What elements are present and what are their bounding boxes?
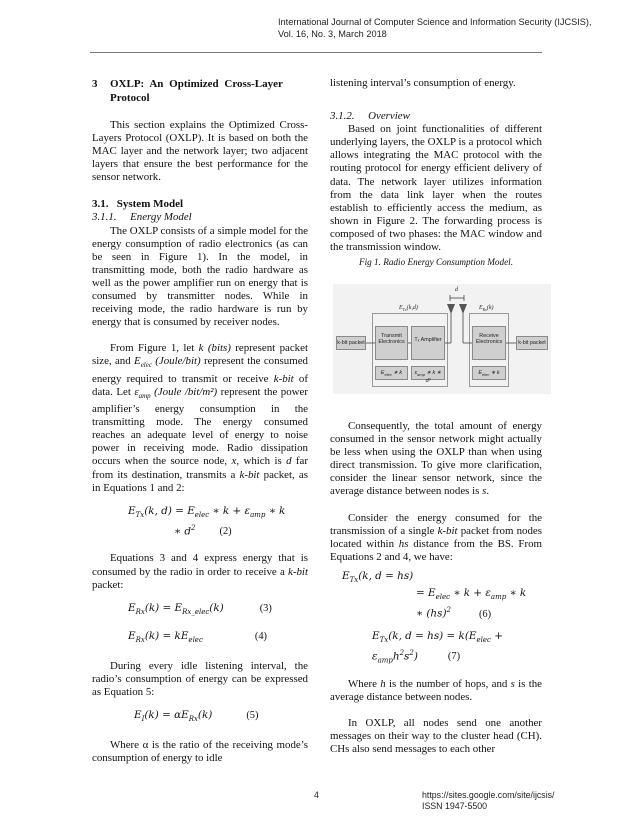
equation-7-line2 — [372, 647, 584, 668]
sym: E — [372, 629, 380, 642]
section-heading — [92, 77, 308, 105]
spacer — [92, 329, 308, 342]
text: packet: — [92, 578, 124, 591]
sym-sub: amp — [377, 656, 393, 665]
equation-number: (7) — [447, 651, 461, 663]
fig-label: Electronics — [378, 339, 405, 346]
alpha-paragraph: Where α is the ratio of the receiving mode’s consumption of energy to idle — [92, 738, 308, 764]
fig-label: ∗ k ∗ d² — [424, 370, 442, 385]
spacer — [92, 105, 308, 119]
fig-label: Tₓ Amplifier — [414, 337, 442, 343]
intro-paragraph: This section explains the Optimized Cross-Layers Protocol (OXLP). It is based on both the MAC layer and the network layer; two adjacent layers that ensure the best performance for the sensor network. — [92, 119, 308, 184]
equation-number: (5) — [246, 710, 259, 722]
sym-sub: amp — [138, 391, 151, 400]
text: packet from nodes located within — [330, 524, 542, 550]
sym-sub: Tx — [135, 510, 145, 519]
total-energy-paragraph — [330, 420, 542, 499]
spacer — [92, 495, 308, 505]
sym: E — [128, 629, 136, 642]
antenna-tx-icon — [447, 304, 455, 314]
sym: (k, d = hs) — [358, 569, 414, 582]
sym: E — [128, 601, 136, 614]
equation-number: (3) — [259, 602, 272, 614]
equation-7 — [372, 630, 584, 647]
sym-sub: Rx — [135, 635, 145, 644]
sym: = E — [416, 587, 436, 600]
sym: E — [134, 709, 142, 722]
fig-label: ∗ k — [391, 370, 403, 376]
fig-label: E — [399, 305, 403, 311]
spacer — [330, 704, 542, 717]
sym-sub: elec — [140, 361, 152, 370]
right-column-lower — [330, 420, 542, 756]
fig-label-sub: elec — [482, 372, 490, 378]
text: represent packet size, and — [92, 342, 308, 368]
var-s: s — [482, 485, 487, 498]
fig-label: E — [479, 305, 483, 311]
equation-number: (4) — [254, 630, 267, 642]
text: Consequently, the total amount of energy consumed in the sensor network might actually be less when using the OXLP than when using direct transmission. To give more clarification, consider the linear sensor network, since the average distance between nodes is — [330, 420, 542, 498]
sym: (k) = E — [144, 601, 183, 614]
figure1-description-paragraph — [92, 342, 308, 494]
var-kbit: k-bit — [437, 524, 458, 537]
var-k-bits: k (bits) — [198, 342, 231, 355]
spacer — [92, 727, 308, 739]
sym-sub: I — [141, 715, 145, 724]
sym-sub: elec — [476, 635, 491, 644]
unit-joule-bit-m2: (Joule /bit/m²) — [150, 385, 218, 398]
fig-label: (k,d) — [406, 305, 418, 311]
sym: ε — [372, 650, 378, 663]
spacer — [92, 699, 308, 709]
journal-header — [278, 16, 618, 40]
var-d: d — [286, 455, 292, 468]
fig-label: ∗ k — [489, 370, 500, 376]
var-eelec — [134, 355, 152, 370]
fig-label-sub: Tx — [402, 307, 407, 313]
subsection-heading-system-model: 3.1. System Model — [92, 198, 184, 211]
sym: s — [404, 650, 410, 663]
sym-sub: Rx — [135, 607, 145, 616]
sym: (k) = kE — [144, 629, 189, 642]
fig-label: E — [478, 370, 483, 376]
var-s: s — [510, 677, 515, 690]
equation-4 — [128, 630, 344, 647]
sym: E — [134, 355, 141, 368]
sym: ∗ d — [174, 525, 192, 538]
page-number: 4 — [314, 790, 319, 800]
text: Consider the energy consumed for the transmission of a single — [330, 511, 542, 537]
footer-url[interactable]: https://sites.google.com/site/ijcsis/ — [422, 790, 555, 800]
sym: ∗ k + ε — [450, 587, 491, 600]
sym: ∗ (hs) — [416, 607, 447, 620]
subsubsection-heading-overview: 3.1.2. Overview — [330, 110, 410, 123]
equation-6-line3 — [416, 604, 628, 621]
sym-sub: amp — [490, 593, 507, 602]
erx-label — [479, 305, 494, 312]
footer-issn: ISSN 1947-5500 — [422, 801, 488, 811]
text: represent the power amplifier’s energy consumption in the transmitting mode. The energy consumed reaches an adequate level of energy to noise power in receiving mode. Radio dissipation occurs when the source node, — [92, 385, 308, 468]
equation-3 — [128, 602, 344, 619]
spacer — [92, 592, 308, 602]
sym-sub: Rx — [188, 715, 198, 724]
var-x: x, — [231, 455, 240, 468]
spacer — [330, 499, 542, 512]
text: is the average distance between nodes. — [330, 677, 542, 703]
subsubsection-heading-energy-model: 3.1.1. Energy Model — [92, 211, 192, 224]
sym: (k) = αE — [144, 709, 189, 722]
text: is the number of hops, and — [385, 677, 511, 690]
text: far from its destination, transmits a — [92, 455, 309, 481]
equation-number: (6) — [478, 608, 492, 620]
section-title-line1: OXLP: An Optimized Cross-Layer — [110, 78, 283, 90]
sym-sup: 2 — [409, 649, 414, 658]
sym: h — [392, 650, 400, 663]
right-column — [330, 77, 542, 269]
unit-joule-bit: (Joule/bit) — [151, 355, 201, 368]
fig-label: E — [380, 370, 385, 376]
hs-distance-paragraph — [330, 512, 542, 564]
figure-caption: Fig 1. Radio Energy Consumption Model. — [358, 257, 514, 268]
section-title-line2: Protocol — [110, 92, 150, 104]
hops-paragraph — [330, 678, 542, 704]
sym-sup: 2 — [446, 606, 451, 615]
fig-label: Transmit — [381, 333, 402, 339]
energy-model-paragraph: The OXLP consists of a simple model for the energy consumption of radio electronics (as can be seen in Figure 1). In the model, in transmitting mode, both the radio hardware as well as the power amplifier run on energy that is consumed by transmitter nodes. While in receiving mode, the radio hardware is run by energy that is consumed by receiver nodes. — [92, 224, 308, 329]
left-column — [92, 77, 308, 765]
equation-1 — [128, 505, 344, 522]
distance-label: d — [455, 287, 458, 293]
journal-header-line2: Vol. 16, No. 3, March 2018 — [278, 29, 387, 39]
header-rule — [90, 52, 542, 53]
fig-label: k-bit packet — [518, 340, 546, 346]
sym: ∗ k + ε — [209, 504, 251, 517]
text: Where — [348, 677, 381, 690]
sym-sub: elec — [188, 635, 203, 644]
text: Equations 3 and 4 express energy that is consumed by the radio in order to receive a — [92, 552, 308, 578]
cluster-head-paragraph: In OXLP, all nodes send one another messages on their way to the cluster head (CH). CHs also send messages to each other — [330, 716, 542, 756]
fig-label: Receive — [479, 333, 499, 339]
sym-sup: 2 — [191, 523, 196, 532]
receive-energy-paragraph — [92, 552, 308, 591]
sym: ) — [413, 650, 418, 663]
spacer — [330, 621, 542, 630]
text: represent the consumed energy required to transmit or receive — [92, 355, 308, 385]
text: . — [486, 485, 490, 498]
continued-paragraph: listening interval’s consumption of energy. — [330, 77, 516, 89]
radio-energy-figure — [333, 284, 551, 394]
equation-5 — [134, 709, 350, 726]
sym: E — [342, 569, 350, 582]
sym: + — [490, 629, 503, 642]
overview-paragraph: Based on joint functionalities of different underlying layers, the OXLP is a protocol which allows integrating the MAC protocol with the routing protocol for energy efficient delivery of data. The network layer utilizes information from the data link layer when the routes establish to efficiently access the medium, as shown in Figure 2. The forwarding process is composed of two phases: the MAC window and the transmission window. — [330, 123, 542, 254]
spacer — [92, 647, 308, 660]
fig-label-sub: Rx — [482, 307, 487, 313]
sym-sub: amp — [250, 510, 266, 519]
sym: ∗ k — [265, 504, 286, 517]
spacer — [92, 184, 308, 197]
fig-label: k-bit packet — [337, 340, 365, 346]
spacer — [330, 90, 542, 110]
equation-6-line2 — [416, 587, 628, 604]
fig-label-sub: amp — [417, 372, 425, 378]
var-hs: hs — [398, 537, 409, 550]
sym-sub: Tx — [349, 576, 359, 585]
idle-listening-paragraph: During every idle listening interval, the radio’s consumption of energy can be expressed as Equation 5: — [92, 660, 308, 699]
journal-header-line1: International Journal of Computer Science and Information Security (IJCSIS), — [278, 17, 592, 27]
var-kbit: k-bit — [273, 372, 294, 385]
sym: ∗ k — [506, 587, 527, 600]
footer-info — [422, 790, 622, 812]
fig-label: (k) — [486, 305, 494, 311]
text: From Figure 1, let — [110, 342, 199, 355]
sym-sub: Tx — [379, 635, 389, 644]
figure-connectors — [333, 284, 551, 394]
equation-6 — [342, 570, 554, 587]
spacer — [92, 538, 308, 552]
sym: (k) — [197, 709, 213, 722]
var-epsilon-amp — [134, 386, 150, 398]
spacer — [330, 668, 542, 678]
section-number: 3 — [92, 78, 98, 90]
sym: (k, d = hs) = k(E — [388, 629, 477, 642]
text: packet, as in Equations 1 and 2: — [92, 468, 308, 494]
text: of data. Let — [92, 372, 308, 398]
text: which is — [239, 455, 287, 468]
sym-sup: 2 — [399, 649, 405, 658]
sym: ε — [134, 385, 139, 398]
var-h: h — [380, 677, 386, 690]
section-title-wrap — [110, 77, 283, 105]
sym: E — [128, 504, 136, 517]
var-kbit: k-bit — [288, 565, 308, 578]
sym-sub: elec — [194, 510, 210, 519]
sym: (k, d) = E — [144, 504, 195, 517]
sym: (k) — [209, 601, 224, 614]
etx-label — [399, 305, 418, 312]
fig-label-sub: elec — [384, 372, 392, 378]
sym-sub: Rx_elec — [182, 607, 210, 616]
antenna-rx-icon — [459, 304, 467, 314]
spacer — [92, 619, 308, 630]
sym-sub: elec — [435, 593, 451, 602]
fig-label: ε — [414, 370, 418, 376]
var-kbit: k-bit — [239, 468, 260, 481]
text: distance from the BS. From Equations 2 and 4, we have: — [330, 537, 542, 563]
fig-label: Electronics — [475, 339, 503, 346]
equation-number: (2) — [219, 526, 232, 538]
